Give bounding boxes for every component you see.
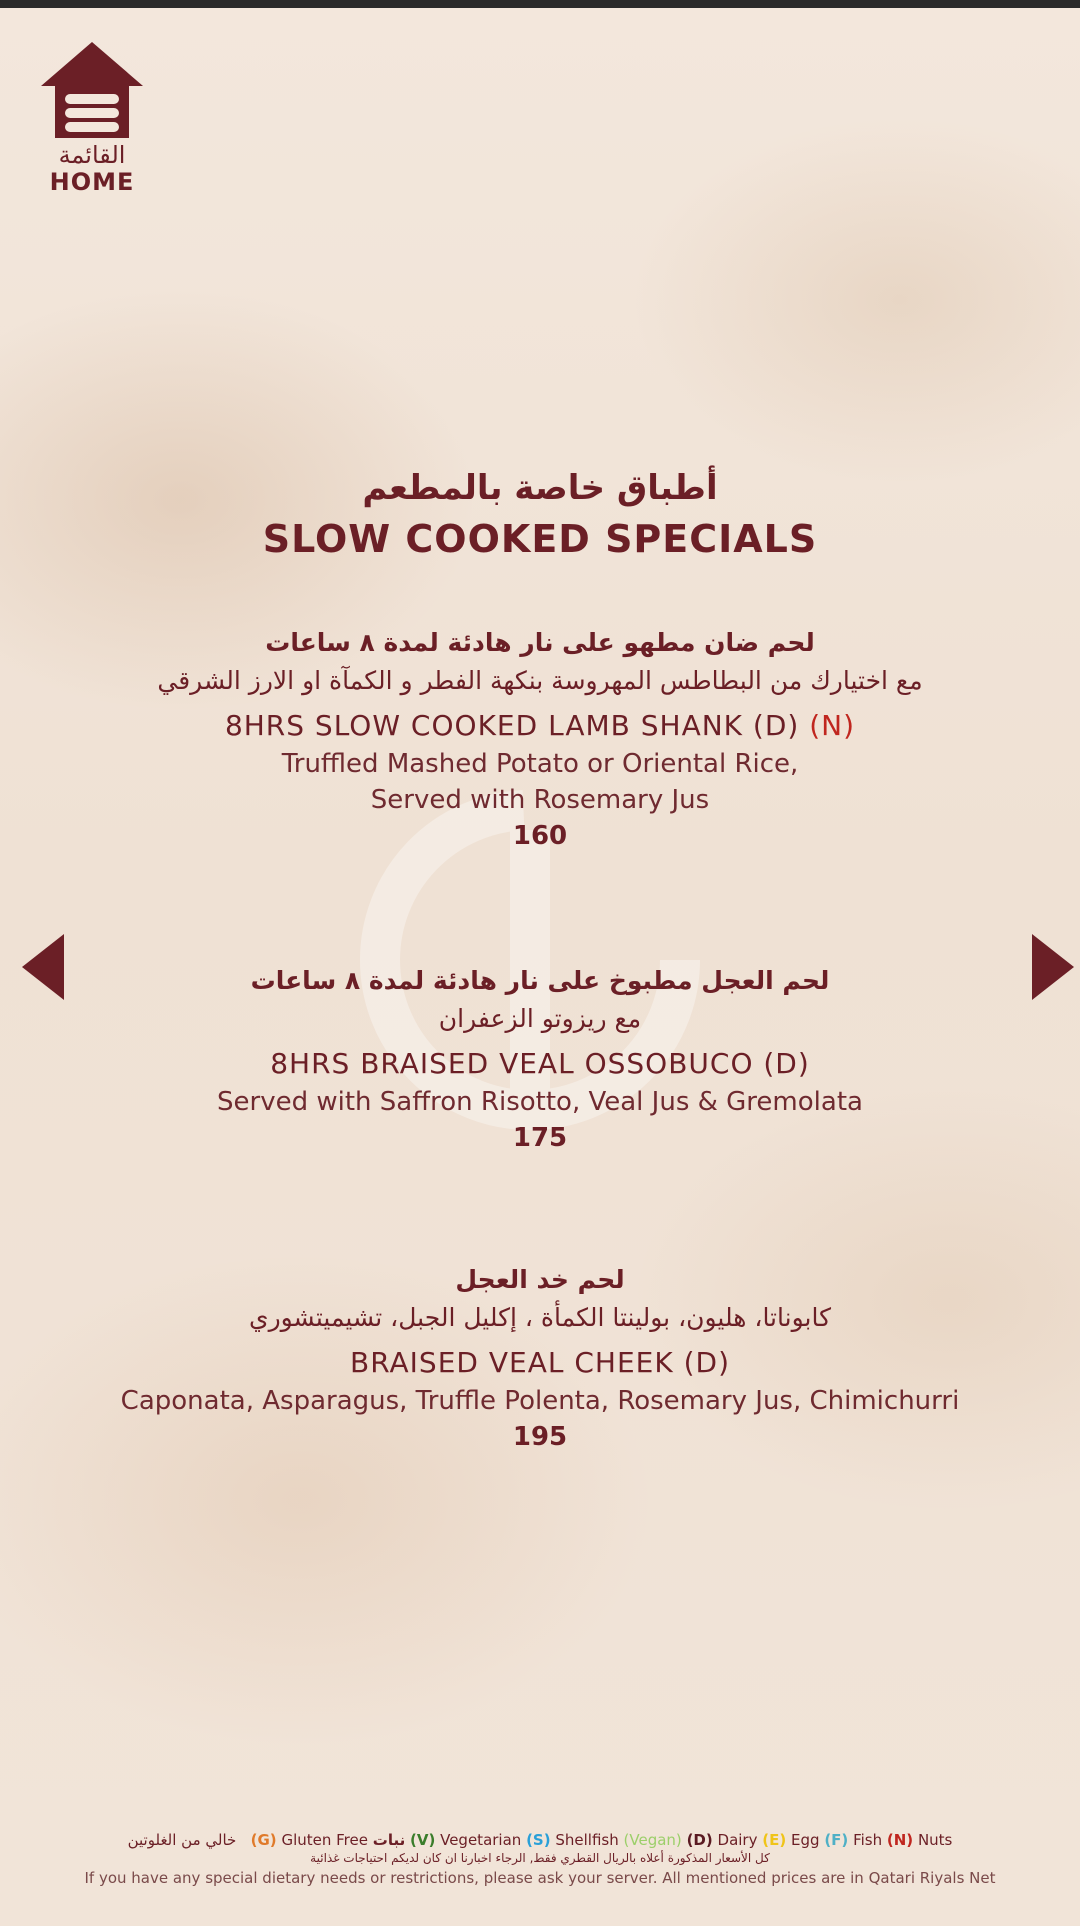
gluten-free-arabic: خالي من الغلوتين <box>127 1831 237 1849</box>
egg-label: Egg <box>791 1831 820 1849</box>
dietary-legend <box>0 1830 1080 1850</box>
item-name: BRAISED VEAL CHEEK (D) <box>349 1346 731 1379</box>
top-status-bar <box>0 0 1080 8</box>
item-price: 160 <box>512 821 568 851</box>
nuts-label: Nuts <box>917 1831 953 1849</box>
home-menu-icon <box>39 40 145 140</box>
triangle-left-icon[interactable] <box>20 932 66 1002</box>
home-button[interactable] <box>36 40 148 196</box>
item-description-line-1: Served with Saffron Risotto, Veal Jus & Gremolata <box>217 1087 863 1117</box>
home-label: HOME <box>49 168 135 196</box>
vegetarian-label: Vegetarian <box>440 1831 522 1849</box>
item-description-line-1: Truffled Mashed Potato or Oriental Rice, <box>281 749 799 779</box>
nuts-badge: (N) <box>809 709 856 742</box>
vegetarian-arabic: نبات <box>372 1831 406 1849</box>
nuts-code: (N) <box>886 1831 914 1849</box>
menu-item-veal-ossobuco[interactable] <box>0 962 1080 1156</box>
dairy-code: (D) <box>686 1831 713 1849</box>
shellfish-label: Shellfish <box>555 1831 619 1849</box>
section-title: SLOW COOKED SPECIALS <box>262 517 818 561</box>
egg-code: (E) <box>762 1831 787 1849</box>
item-description-arabic: كابوناتا، هليون، بولينتا الكمأة ، إكليل الجبل، تشيميتشوري <box>249 1303 831 1332</box>
shellfish-code: (S) <box>526 1831 551 1849</box>
menu-item-veal-cheek[interactable] <box>0 1261 1080 1455</box>
item-name-arabic: لحم ضان مطهو على نار هادئة لمدة ٨ ساعات <box>265 628 815 657</box>
dairy-label: Dairy <box>717 1831 758 1849</box>
vegetarian-code: (V) <box>410 1831 436 1849</box>
section-title-arabic: أطباق خاصة بالمطعم <box>362 468 718 508</box>
item-name-arabic: لحم خد العجل <box>455 1265 625 1294</box>
triangle-right-icon[interactable] <box>1030 932 1076 1002</box>
item-price: 195 <box>512 1422 568 1452</box>
gluten-free-label: Gluten Free <box>281 1831 368 1849</box>
item-description-arabic: مع ريزوتو الزعفران <box>438 1004 642 1033</box>
item-name <box>0 706 1080 746</box>
prices-note-arabic: كل الأسعار المذكورة أعلاه بالريال القطري فقط, الرجاء اخبارنا ان كان لديكم احتياجات غذائية <box>310 1851 770 1865</box>
dietary-note: If you have any special dietary needs or restrictions, please ask your server. All mentioned prices are in Qatari Riyals Net <box>84 1869 996 1887</box>
item-description-arabic: مع اختيارك من البطاطس المهروسة بنكهة الفطر و الكمآة او الارز الشرقي <box>157 666 923 695</box>
home-label-arabic: القائمة <box>58 141 126 169</box>
item-name-arabic: لحم العجل مطبوخ على نار هادئة لمدة ٨ ساعات <box>250 966 830 995</box>
gluten-free-code: (G) <box>250 1831 277 1849</box>
vegan-code: (Vegan) <box>623 1831 682 1849</box>
fish-code: (F) <box>824 1831 849 1849</box>
fish-label: Fish <box>853 1831 883 1849</box>
item-description-line-2: Served with Rosemary Jus <box>370 785 710 815</box>
menu-item-lamb-shank[interactable] <box>0 624 1080 854</box>
item-description-line-1: Caponata, Asparagus, Truffle Polenta, Rosemary Jus, Chimichurri <box>120 1386 960 1416</box>
item-name: 8HRS BRAISED VEAL OSSOBUCO (D) <box>270 1047 810 1080</box>
item-price: 175 <box>512 1123 568 1153</box>
item-name-text: 8HRS SLOW COOKED LAMB SHANK (D) <box>224 709 800 742</box>
